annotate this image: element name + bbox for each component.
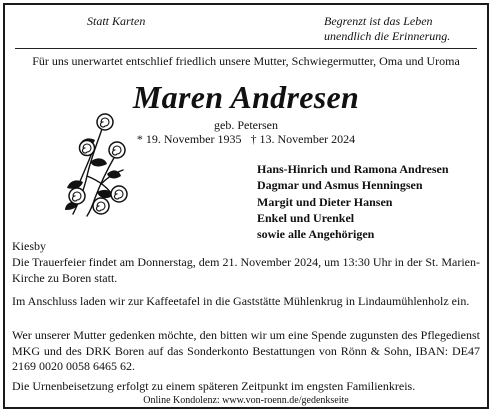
mourner-line: Enkel und Urenkel (257, 210, 355, 225)
obituary-notice (3, 3, 489, 409)
header-left-text: Statt Karten (87, 14, 146, 28)
roses-icon (57, 110, 133, 220)
header-quote-line-2: unendlich die Erinnerung. (324, 29, 451, 43)
header-divider (15, 48, 477, 49)
deceased-name: Maren Andresen (132, 79, 360, 115)
donation-paragraph: Wer unserer Mutter gedenken möchte, den bitten wir um eine Spende zugunsten des Pflegedienst MKG und des DRK Boren auf das Sonderkonto Bestattungen von Rönn & Sohn, IBAN: DE47 2169 0020 0058 6465 62. (12, 328, 480, 373)
online-condolence: Online Kondolenz: www.von-roenn.de/gedenkseite (143, 395, 349, 406)
burial-paragraph: Die Urnenbeisetzung erfolgt zu einem späteren Zeitpunkt im engsten Familienkreis. (12, 379, 416, 393)
header-quote-line-1: Begrenzt ist das Leben (324, 14, 433, 28)
header-quote (324, 14, 450, 44)
life-dates: * 19. November 1935 † 13. November 2024 (136, 132, 356, 146)
place-name: Kiesby (12, 239, 46, 253)
birth-name: geb. Petersen (214, 118, 278, 132)
reception-paragraph: Im Anschluss laden wir zur Kaffeetafel in die Gaststätte Mühlenkrug in Lindaumühlenholz ein. (12, 294, 470, 308)
intro-text: Für uns unerwartet entschlief friedlich unsere Mutter, Schwiegermutter, Oma und Uroma (32, 54, 460, 68)
mourner-line: Dagmar und Asmus Henningsen (257, 178, 423, 193)
mourner-line: Hans-Hinrich und Ramona Andresen (257, 162, 449, 176)
mourner-line: Margit und Dieter Hansen (257, 194, 393, 209)
mourner-line: sowie alle Angehörigen (257, 227, 375, 242)
funeral-service-paragraph: Die Trauerfeier findet am Donnerstag, dem 21. November 2024, um 13:30 Uhr in der St. Marien-Kirche zu Boren statt. (12, 255, 480, 285)
mourners-list (257, 161, 449, 242)
